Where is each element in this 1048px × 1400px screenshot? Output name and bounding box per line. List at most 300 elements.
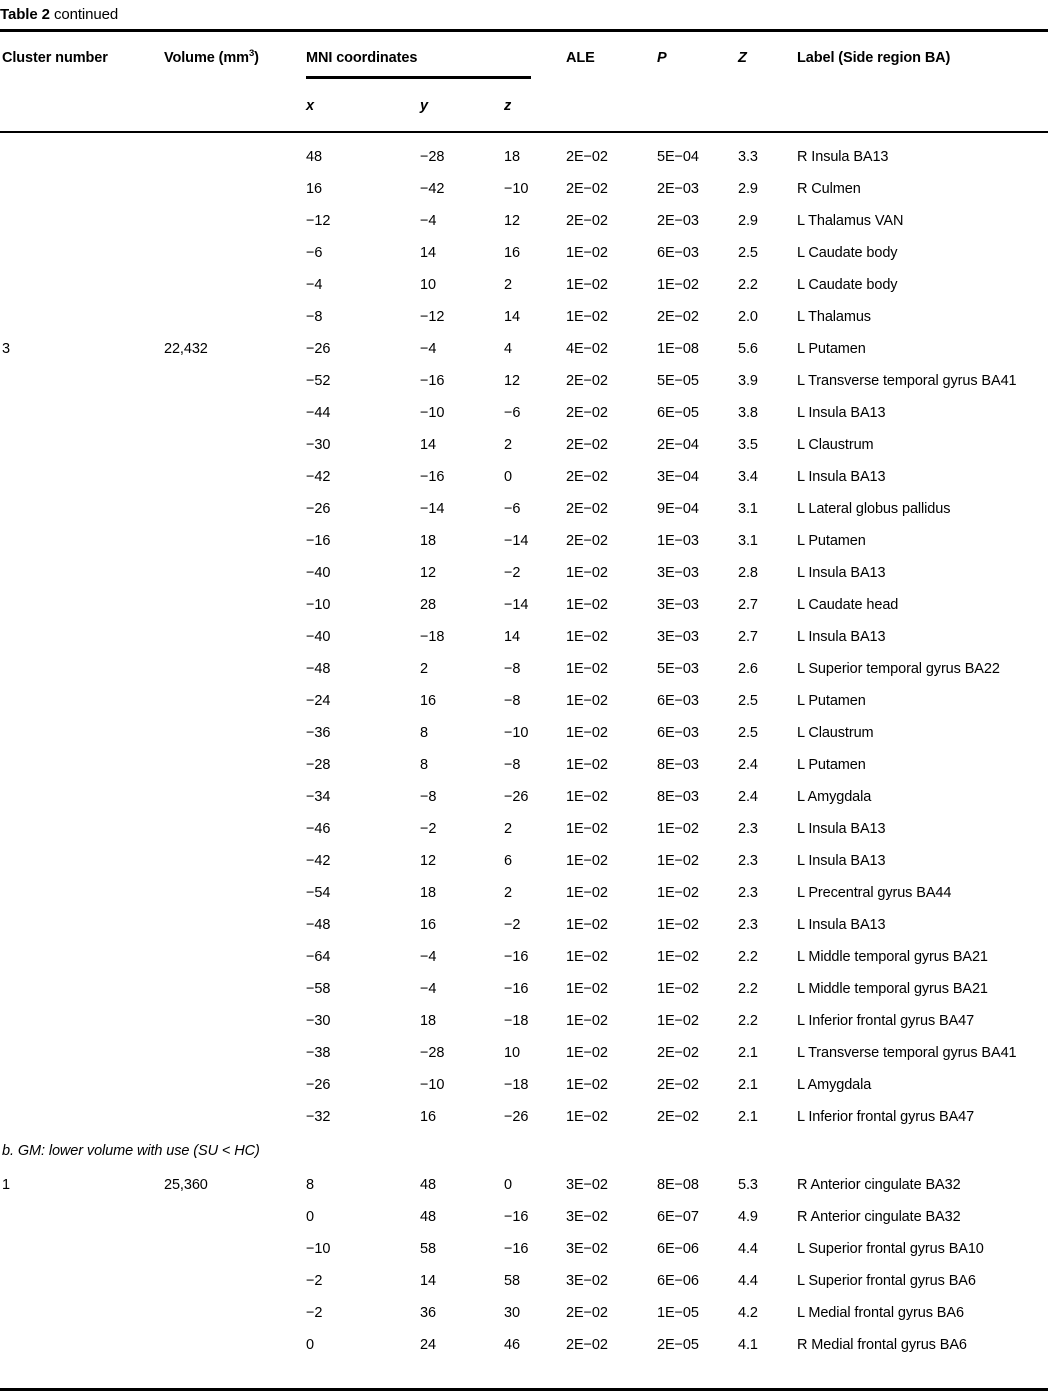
cell-x: −48	[306, 917, 331, 933]
cell-z: −26	[504, 1109, 529, 1125]
cell-y: 14	[420, 1273, 436, 1289]
cell-label: R Anterior cingulate BA32	[797, 1177, 961, 1193]
cell-label: L Insula BA13	[797, 469, 886, 485]
cell-p: 1E−02	[657, 949, 699, 965]
table-caption-number: Table 2	[0, 6, 50, 23]
table-row	[0, 173, 1048, 205]
cell-z-score: 2.3	[738, 821, 758, 837]
table-row	[0, 525, 1048, 557]
cell-z-score: 2.7	[738, 597, 758, 613]
cell-z: −26	[504, 789, 529, 805]
cell-y: −8	[420, 789, 437, 805]
cell-z-score: 5.6	[738, 341, 758, 357]
table-row	[0, 813, 1048, 845]
column-header-z: Z	[738, 50, 747, 66]
cell-x: −16	[306, 533, 331, 549]
table-caption	[0, 6, 118, 24]
cell-label: L Inferior frontal gyrus BA47	[797, 1013, 975, 1029]
cell-ale: 3E−02	[566, 1273, 608, 1289]
cell-y: 36	[420, 1305, 436, 1321]
cell-cluster-number: 1	[2, 1177, 10, 1193]
cell-label: L Medial frontal gyrus BA6	[797, 1305, 964, 1321]
cell-p: 9E−04	[657, 501, 699, 517]
table-row	[0, 429, 1048, 461]
cell-y: 58	[420, 1241, 436, 1257]
cell-label: L Caudate head	[797, 597, 899, 613]
cell-z-score: 2.2	[738, 1013, 758, 1029]
cell-ale: 1E−02	[566, 661, 608, 677]
cell-y: −16	[420, 469, 445, 485]
cell-ale: 2E−02	[566, 373, 608, 389]
cell-z: −6	[504, 405, 521, 421]
cell-x: −2	[306, 1273, 323, 1289]
cell-ale: 2E−02	[566, 533, 608, 549]
cell-p: 5E−04	[657, 149, 699, 165]
table-row	[0, 1233, 1048, 1265]
table-body	[0, 141, 1048, 1361]
cell-p: 3E−03	[657, 629, 699, 645]
cell-ale: 1E−02	[566, 821, 608, 837]
cell-z-score: 2.3	[738, 885, 758, 901]
cell-z: −10	[504, 181, 529, 197]
cell-label: L Superior temporal gyrus BA22	[797, 661, 1000, 677]
cell-p: 6E−03	[657, 693, 699, 709]
cell-z: 12	[504, 213, 520, 229]
cell-x: −2	[306, 1305, 323, 1321]
column-header-p: P	[657, 50, 667, 66]
cell-label: L Claustrum	[797, 725, 874, 741]
cell-x: −26	[306, 1077, 331, 1093]
cell-p: 6E−07	[657, 1209, 699, 1225]
table-row	[0, 589, 1048, 621]
cell-p: 1E−02	[657, 821, 699, 837]
table-row	[0, 493, 1048, 525]
cell-z: −14	[504, 533, 529, 549]
cell-ale: 2E−02	[566, 1305, 608, 1321]
cell-label: R Anterior cingulate BA32	[797, 1209, 961, 1225]
cell-x: −40	[306, 629, 331, 645]
cell-z: −10	[504, 725, 529, 741]
table-row	[0, 237, 1048, 269]
cell-z: 0	[504, 469, 512, 485]
cell-y: 24	[420, 1337, 436, 1353]
cell-p: 2E−02	[657, 309, 699, 325]
cell-z: −16	[504, 981, 529, 997]
cell-z: −8	[504, 661, 521, 677]
cell-z-score: 4.1	[738, 1337, 758, 1353]
table-row	[0, 653, 1048, 685]
cell-z: −2	[504, 565, 521, 581]
cell-label: L Putamen	[797, 341, 866, 357]
cell-y: −4	[420, 213, 437, 229]
table-row	[0, 461, 1048, 493]
cell-x: −4	[306, 277, 323, 293]
table-row	[0, 909, 1048, 941]
column-header-volume-paren: )	[254, 50, 259, 66]
cell-y: −4	[420, 949, 437, 965]
table-row	[0, 333, 1048, 365]
table-row	[0, 1101, 1048, 1133]
cell-ale: 1E−02	[566, 853, 608, 869]
cell-z: −8	[504, 757, 521, 773]
cell-ale: 1E−02	[566, 981, 608, 997]
cell-y: −4	[420, 981, 437, 997]
cell-y: 48	[420, 1209, 436, 1225]
cell-label: L Insula BA13	[797, 405, 886, 421]
cell-z-score: 2.5	[738, 245, 758, 261]
cell-p: 2E−04	[657, 437, 699, 453]
cell-label: L Putamen	[797, 757, 866, 773]
cell-z: 0	[504, 1177, 512, 1193]
cell-y: 28	[420, 597, 436, 613]
cell-x: −28	[306, 757, 331, 773]
table-row	[0, 845, 1048, 877]
table-row	[0, 973, 1048, 1005]
cell-p: 6E−06	[657, 1273, 699, 1289]
cell-p: 1E−02	[657, 917, 699, 933]
cell-p: 1E−08	[657, 341, 699, 357]
cell-x: 8	[306, 1177, 314, 1193]
cell-label: L Amygdala	[797, 1077, 872, 1093]
cell-z: 14	[504, 309, 520, 325]
cell-x: −58	[306, 981, 331, 997]
table-bottom-rule	[0, 1388, 1048, 1391]
cell-z-score: 3.9	[738, 373, 758, 389]
table-row	[0, 1169, 1048, 1201]
cell-ale: 1E−02	[566, 917, 608, 933]
cell-x: −12	[306, 213, 331, 229]
cell-ale: 1E−02	[566, 693, 608, 709]
cell-z-score: 2.5	[738, 725, 758, 741]
cell-ale: 1E−02	[566, 949, 608, 965]
cell-z: 4	[504, 341, 512, 357]
cell-x: −26	[306, 341, 331, 357]
cell-x: −10	[306, 1241, 331, 1257]
cell-p: 6E−03	[657, 725, 699, 741]
cell-ale: 4E−02	[566, 341, 608, 357]
cell-z-score: 2.4	[738, 757, 758, 773]
cell-ale: 1E−02	[566, 277, 608, 293]
column-header-label: Label (Side region BA)	[797, 50, 951, 66]
cell-ale: 3E−02	[566, 1177, 608, 1193]
cell-ale: 1E−02	[566, 565, 608, 581]
table-row	[0, 141, 1048, 173]
cell-z: 2	[504, 821, 512, 837]
cell-ale: 2E−02	[566, 149, 608, 165]
cell-label: L Caudate body	[797, 245, 898, 261]
table-row	[0, 717, 1048, 749]
cell-x: −24	[306, 693, 331, 709]
cell-y: 48	[420, 1177, 436, 1193]
cell-y: 18	[420, 885, 436, 901]
cell-z: 12	[504, 373, 520, 389]
cell-z: 30	[504, 1305, 520, 1321]
table-row	[0, 781, 1048, 813]
cell-label: R Insula BA13	[797, 149, 889, 165]
cell-ale: 2E−02	[566, 437, 608, 453]
table-row	[0, 557, 1048, 589]
cell-z-score: 2.4	[738, 789, 758, 805]
cell-ale: 1E−02	[566, 245, 608, 261]
column-header-y: y	[420, 98, 428, 114]
cell-ale: 1E−02	[566, 309, 608, 325]
cell-ale: 3E−02	[566, 1209, 608, 1225]
table-top-rule	[0, 29, 1048, 32]
cell-y: 12	[420, 853, 436, 869]
table-row	[0, 397, 1048, 429]
cell-label: L Claustrum	[797, 437, 874, 453]
cell-volume: 25,360	[164, 1177, 208, 1193]
cell-p: 8E−03	[657, 789, 699, 805]
column-header-volume	[164, 50, 259, 67]
cell-z: 46	[504, 1337, 520, 1353]
table-caption-continued: continued	[49, 6, 119, 23]
cell-p: 1E−02	[657, 853, 699, 869]
cell-ale: 1E−02	[566, 1045, 608, 1061]
cell-p: 2E−02	[657, 1045, 699, 1061]
cell-ale: 1E−02	[566, 757, 608, 773]
cell-label: L Transverse temporal gyrus BA41	[797, 373, 1017, 389]
cell-p: 3E−03	[657, 597, 699, 613]
cell-label: L Putamen	[797, 533, 866, 549]
table-row	[0, 205, 1048, 237]
column-header-z-coordinate: z	[504, 98, 512, 114]
cell-z: 18	[504, 149, 520, 165]
cell-ale: 1E−02	[566, 1077, 608, 1093]
table-row	[0, 749, 1048, 781]
cell-x: −32	[306, 1109, 331, 1125]
cell-y: 18	[420, 533, 436, 549]
cell-label: L Amygdala	[797, 789, 872, 805]
column-header-mni-coordinates: MNI coordinates	[306, 50, 418, 66]
cell-p: 1E−02	[657, 981, 699, 997]
cell-x: −8	[306, 309, 323, 325]
cell-x: −10	[306, 597, 331, 613]
table-row	[0, 1201, 1048, 1233]
cell-label: L Thalamus	[797, 309, 871, 325]
cell-p: 1E−03	[657, 533, 699, 549]
cell-x: −40	[306, 565, 331, 581]
cell-y: −28	[420, 149, 445, 165]
cell-p: 8E−03	[657, 757, 699, 773]
table-row	[0, 941, 1048, 973]
cell-z: −16	[504, 1241, 529, 1257]
cell-z-score: 3.5	[738, 437, 758, 453]
cell-x: −6	[306, 245, 323, 261]
cell-x: −42	[306, 853, 331, 869]
cell-z: 2	[504, 437, 512, 453]
cell-label: L Lateral globus pallidus	[797, 501, 951, 517]
cell-label: L Transverse temporal gyrus BA41	[797, 1045, 1017, 1061]
table-row	[0, 621, 1048, 653]
cell-x: 48	[306, 149, 322, 165]
cell-p: 5E−05	[657, 373, 699, 389]
cell-z-score: 2.7	[738, 629, 758, 645]
table-row	[0, 301, 1048, 333]
cell-ale: 1E−02	[566, 885, 608, 901]
cell-label: L Caudate body	[797, 277, 898, 293]
cell-x: 16	[306, 181, 322, 197]
cell-x: −30	[306, 437, 331, 453]
table-section-heading-row	[0, 1133, 1048, 1169]
cell-z-score: 4.4	[738, 1273, 758, 1289]
cell-label: R Culmen	[797, 181, 861, 197]
cell-label: L Insula BA13	[797, 821, 886, 837]
cell-z: −16	[504, 1209, 529, 1225]
cell-z: −6	[504, 501, 521, 517]
cell-z: −18	[504, 1013, 529, 1029]
cell-z: 58	[504, 1273, 520, 1289]
cell-p: 2E−02	[657, 1109, 699, 1125]
cell-x: −26	[306, 501, 331, 517]
cell-y: 14	[420, 245, 436, 261]
cell-y: 2	[420, 661, 428, 677]
cell-p: 6E−05	[657, 405, 699, 421]
cell-p: 6E−03	[657, 245, 699, 261]
cell-z: 2	[504, 885, 512, 901]
cell-label: L Putamen	[797, 693, 866, 709]
cell-z: −14	[504, 597, 529, 613]
cell-p: 8E−08	[657, 1177, 699, 1193]
cell-ale: 3E−02	[566, 1241, 608, 1257]
column-header-volume-exponent: 3	[248, 48, 255, 60]
cell-label: L Insula BA13	[797, 853, 886, 869]
column-header-x: x	[306, 98, 314, 114]
cell-y: −4	[420, 341, 437, 357]
cell-z: 16	[504, 245, 520, 261]
cell-ale: 1E−02	[566, 1013, 608, 1029]
cell-z-score: 2.3	[738, 917, 758, 933]
cell-y: −16	[420, 373, 445, 389]
cell-z-score: 3.4	[738, 469, 758, 485]
cell-p: 6E−06	[657, 1241, 699, 1257]
cell-y: 14	[420, 437, 436, 453]
cell-ale: 2E−02	[566, 469, 608, 485]
cell-z-score: 2.0	[738, 309, 758, 325]
cell-ale: 1E−02	[566, 629, 608, 645]
cell-p: 2E−03	[657, 181, 699, 197]
cell-cluster-number: 3	[2, 341, 10, 357]
cell-z-score: 2.2	[738, 949, 758, 965]
cell-ale: 1E−02	[566, 725, 608, 741]
cell-y: 18	[420, 1013, 436, 1029]
cell-y: −10	[420, 405, 445, 421]
table-row	[0, 1005, 1048, 1037]
cell-z: −16	[504, 949, 529, 965]
cell-p: 3E−03	[657, 565, 699, 581]
cell-volume: 22,432	[164, 341, 208, 357]
cell-p: 1E−02	[657, 885, 699, 901]
cell-z-score: 5.3	[738, 1177, 758, 1193]
cell-z-score: 2.1	[738, 1109, 758, 1125]
cell-ale: 2E−02	[566, 405, 608, 421]
cell-x: −64	[306, 949, 331, 965]
cell-z-score: 2.6	[738, 661, 758, 677]
cell-p: 1E−02	[657, 277, 699, 293]
cell-x: −54	[306, 885, 331, 901]
table-row	[0, 269, 1048, 301]
table-row	[0, 1037, 1048, 1069]
cell-y: 16	[420, 917, 436, 933]
cell-p: 1E−05	[657, 1305, 699, 1321]
cell-label: L Thalamus VAN	[797, 213, 904, 229]
table-row	[0, 365, 1048, 397]
cell-z-score: 2.9	[738, 181, 758, 197]
cell-y: 8	[420, 725, 428, 741]
cell-y: 8	[420, 757, 428, 773]
cell-x: −46	[306, 821, 331, 837]
cell-z-score: 4.2	[738, 1305, 758, 1321]
cell-y: 16	[420, 693, 436, 709]
cell-x: 0	[306, 1337, 314, 1353]
cell-x: −36	[306, 725, 331, 741]
cell-z: 10	[504, 1045, 520, 1061]
cell-ale: 1E−02	[566, 1109, 608, 1125]
cell-z: 2	[504, 277, 512, 293]
cell-p: 3E−04	[657, 469, 699, 485]
cell-y: −28	[420, 1045, 445, 1061]
cell-label: L Middle temporal gyrus BA21	[797, 981, 988, 997]
cell-p: 2E−05	[657, 1337, 699, 1353]
cell-label: L Superior frontal gyrus BA6	[797, 1273, 976, 1289]
mni-coordinates-sub-rule	[306, 76, 531, 79]
cell-z: 6	[504, 853, 512, 869]
cell-z-score: 2.3	[738, 853, 758, 869]
cell-z-score: 2.9	[738, 213, 758, 229]
cell-x: −38	[306, 1045, 331, 1061]
cell-ale: 2E−02	[566, 213, 608, 229]
cell-y: −42	[420, 181, 445, 197]
cell-x: −30	[306, 1013, 331, 1029]
cell-label: L Middle temporal gyrus BA21	[797, 949, 988, 965]
cell-x: −42	[306, 469, 331, 485]
cell-label: L Insula BA13	[797, 917, 886, 933]
column-header-ale: ALE	[566, 50, 595, 66]
column-header-cluster-number: Cluster number	[2, 50, 108, 66]
table-row	[0, 685, 1048, 717]
cell-label: L Insula BA13	[797, 565, 886, 581]
cell-z: −18	[504, 1077, 529, 1093]
cell-z: 14	[504, 629, 520, 645]
cell-y: 12	[420, 565, 436, 581]
cell-z-score: 2.2	[738, 981, 758, 997]
cell-y: −12	[420, 309, 445, 325]
cell-ale: 1E−02	[566, 789, 608, 805]
cell-z-score: 3.3	[738, 149, 758, 165]
cell-ale: 2E−02	[566, 181, 608, 197]
table-row	[0, 877, 1048, 909]
table-row	[0, 1069, 1048, 1101]
table-row	[0, 1265, 1048, 1297]
cell-p: 5E−03	[657, 661, 699, 677]
cell-z-score: 3.1	[738, 501, 758, 517]
table-row	[0, 1329, 1048, 1361]
cell-z-score: 2.2	[738, 277, 758, 293]
cell-x: −34	[306, 789, 331, 805]
cell-x: −48	[306, 661, 331, 677]
cell-z-score: 2.8	[738, 565, 758, 581]
cell-z: −2	[504, 917, 521, 933]
section-heading-label: b. GM: lower volume with use (SU < HC)	[2, 1143, 260, 1159]
cell-x: −44	[306, 405, 331, 421]
cell-y: 16	[420, 1109, 436, 1125]
cell-y: −14	[420, 501, 445, 517]
cell-label: L Precentral gyrus BA44	[797, 885, 952, 901]
table-header-rule	[0, 131, 1048, 133]
cell-z-score: 2.5	[738, 693, 758, 709]
cell-label: L Insula BA13	[797, 629, 886, 645]
cell-z-score: 3.8	[738, 405, 758, 421]
